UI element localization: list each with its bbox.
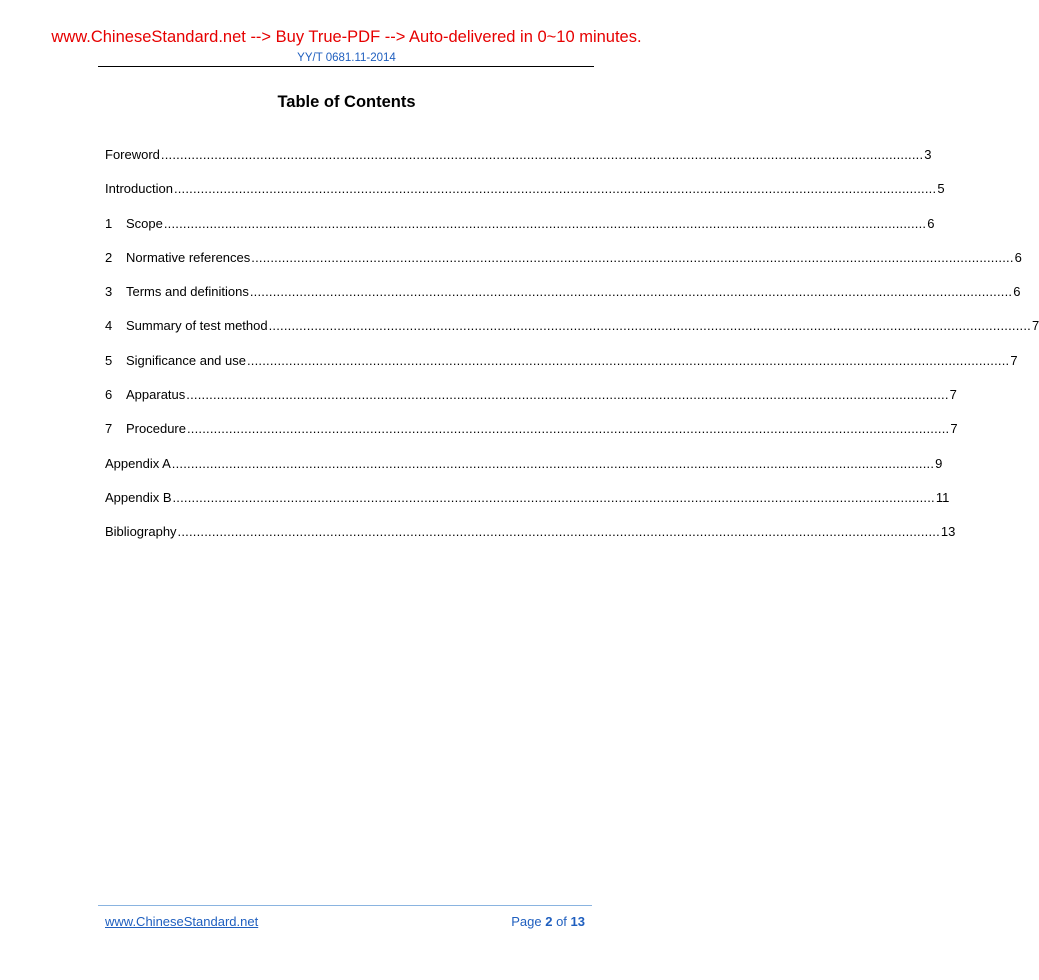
- toc-entry-label: Terms and definitions: [126, 284, 249, 300]
- page-total: 13: [570, 914, 585, 929]
- toc-entry-procedure[interactable]: [105, 419, 958, 453]
- toc-entry-appendix-a[interactable]: [105, 454, 943, 488]
- toc-entry-page: 7: [1032, 318, 1039, 334]
- header-divider: [98, 66, 594, 67]
- toc-entry-appendix-b[interactable]: [105, 488, 950, 522]
- toc-entry-label: Summary of test method: [126, 318, 268, 334]
- toc-dot-leader: ........................................................................................................................................................................................................: [177, 524, 940, 540]
- toc-entry-label: Foreword: [105, 147, 160, 162]
- toc-entry-number: 6: [105, 387, 113, 403]
- toc-dot-leader: ........................................................................................................................................................................................................: [172, 489, 935, 505]
- toc-entry-page: 6: [1014, 249, 1022, 265]
- toc-entry-label: Normative references: [126, 249, 251, 265]
- toc-entry-number: 1: [105, 215, 113, 231]
- toc-dot-leader: ........................................................................................................................................................................................................: [186, 387, 949, 403]
- toc-entry-bibliography[interactable]: [105, 522, 956, 556]
- toc-entry-label: Appendix A: [105, 455, 171, 471]
- toc-entry-foreword[interactable]: [105, 145, 932, 179]
- toc-entry-page: 7: [1010, 352, 1018, 368]
- toc-entry-label: Scope: [126, 215, 163, 231]
- page-current: 2: [545, 914, 553, 929]
- toc-entry-summary-of-test-method[interactable]: [105, 316, 1039, 350]
- page-number: [511, 913, 585, 931]
- table-of-contents: [105, 145, 1039, 557]
- toc-entry-label: Apparatus: [126, 387, 186, 403]
- toc-entry-label: Introduction: [105, 181, 173, 197]
- toc-entry-number: 3: [105, 284, 113, 300]
- toc-dot-leader: ........................................................................................................................................................................................................: [171, 455, 935, 471]
- toc-dot-leader: ........................................................................................................................................................................................................: [173, 181, 937, 197]
- toc-entry-page: 7: [950, 421, 958, 437]
- toc-dot-leader: ........................................................................................................................................................................................................: [246, 352, 1010, 368]
- toc-entry-page: 11: [935, 489, 950, 505]
- toc-dot-leader: ........................................................................................................................................................................................................: [251, 249, 1014, 265]
- toc-entry-page: 13: [940, 524, 956, 540]
- toc-entry-page: 6: [1013, 284, 1021, 300]
- toc-entry-page: 6: [927, 215, 935, 231]
- toc-entry-terms-and-definitions[interactable]: [105, 282, 1021, 316]
- toc-entry-apparatus[interactable]: [105, 385, 957, 419]
- promo-banner[interactable]: www.ChineseStandard.net --> Buy True-PDF --> Auto-delivered in 0~10 minutes.: [51, 28, 642, 46]
- toc-entry-scope[interactable]: [105, 214, 935, 248]
- toc-entry-page: 3: [924, 147, 932, 162]
- toc-entry-number: 5: [105, 352, 113, 368]
- toc-entry-page: 5: [937, 181, 945, 197]
- page-of: of: [556, 914, 567, 929]
- toc-entry-label: Bibliography: [105, 524, 177, 540]
- toc-dot-leader: ........................................................................................................................................................................................................: [186, 421, 950, 437]
- standard-code: YY/T 0681.11-2014: [297, 52, 396, 64]
- toc-dot-leader: ........................................................................................................................................................................................................: [160, 147, 924, 162]
- toc-entry-number: 4: [105, 318, 113, 334]
- toc-dot-leader: ........................................................................................................................................................................................................: [268, 318, 1031, 334]
- toc-entry-number: 7: [105, 421, 113, 437]
- toc-dot-leader: ........................................................................................................................................................................................................: [163, 215, 927, 231]
- toc-entry-number: 2: [105, 249, 113, 265]
- toc-dot-leader: ........................................................................................................................................................................................................: [249, 284, 1013, 300]
- page-prefix: Page: [511, 914, 542, 929]
- footer-website-link[interactable]: www.ChineseStandard.net: [105, 914, 259, 929]
- toc-title: Table of Contents: [277, 93, 416, 111]
- toc-entry-normative-references[interactable]: [105, 248, 1022, 282]
- footer-divider: [98, 905, 592, 906]
- toc-entry-introduction[interactable]: [105, 179, 945, 213]
- toc-entry-label: Appendix B: [105, 489, 172, 505]
- toc-entry-page: 9: [935, 455, 943, 471]
- toc-entry-label: Significance and use: [126, 352, 246, 368]
- toc-entry-label: Procedure: [126, 421, 186, 437]
- toc-entry-page: 7: [949, 387, 957, 403]
- toc-entry-significance-and-use[interactable]: [105, 351, 1018, 385]
